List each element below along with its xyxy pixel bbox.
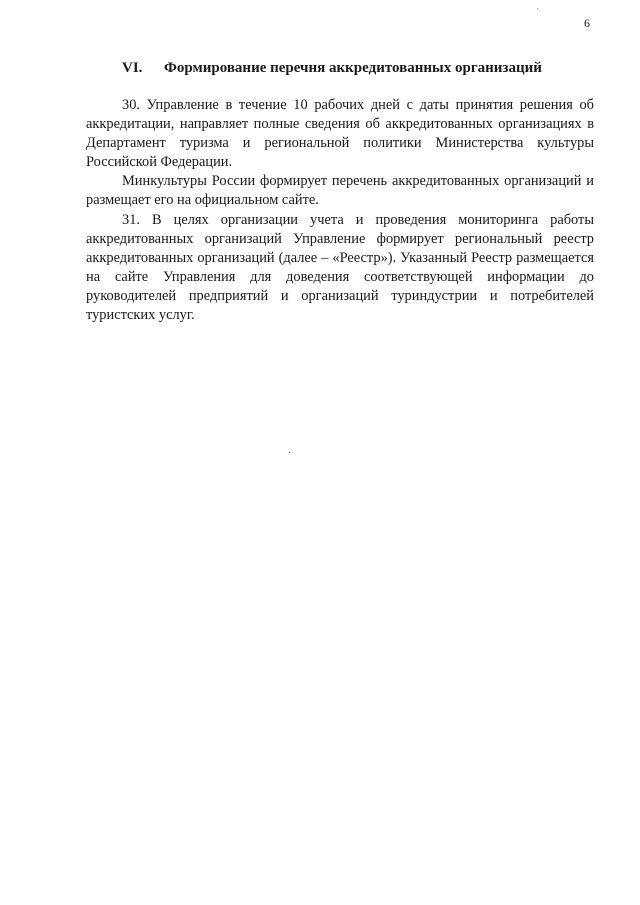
section-title: Формирование перечня аккредитованных организаций bbox=[164, 60, 542, 76]
stray-dot bbox=[289, 452, 290, 453]
section-heading bbox=[122, 60, 542, 77]
section-number: VI. bbox=[122, 60, 143, 76]
body-text bbox=[86, 96, 594, 325]
paragraph-31: 31. В целях организации учета и проведения мониторинга работы аккредитованных организаций Управление формирует региональный реестр аккредитованных организаций (далее – «Реестр»). Указанный Реестр размещается на сайте Управления для доведения соответствующей информации до руководителей предприятий и организаций туриндустрии и потребителей туристских услуг. bbox=[86, 211, 594, 324]
page-number: 6 bbox=[584, 16, 590, 30]
paragraph-minkultury: Минкультуры России формирует перечень аккредитованных организаций и размещает его на официальном сайте. bbox=[86, 173, 594, 209]
corner-mark bbox=[537, 8, 538, 9]
paragraph-30: 30. Управление в течение 10 рабочих дней с даты принятия решения об аккредитации, направляет полные сведения об аккредитованных организациях в Департамент туризма и региональной политики Министерства культуры Российской Федерации. bbox=[86, 97, 594, 171]
